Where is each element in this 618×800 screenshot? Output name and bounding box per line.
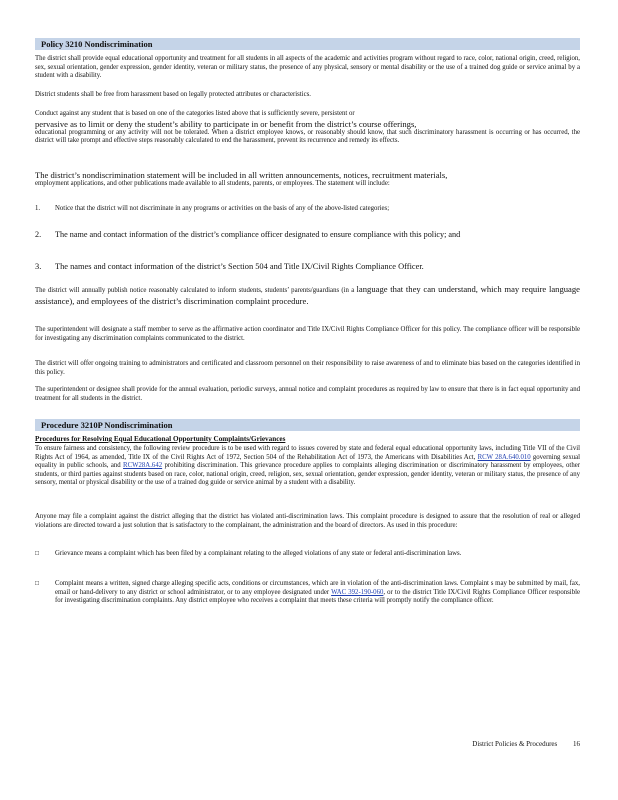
footer-title: District Policies & Procedures [472, 740, 558, 748]
policy-paragraph-5-line-1: The district will annually publish notice reasonably calculated to inform students, students’ parents/guardians (in a [35, 287, 355, 294]
link-wac-392-190-060[interactable]: WAC 392-190-060 [331, 588, 384, 596]
policy-paragraph-4-rest: employment applications, and other publications made available to all students, parents, or employees. The statement will include: [35, 180, 390, 187]
page-footer [400, 740, 580, 748]
policy-paragraph-7: The district will offer ongoing training to administrators and certificated and classroom personnel on their responsibility to raise awareness of and to eliminate bias based on the categories identified in this policy. [35, 360, 580, 376]
list-item: 3. The names and contact information of the district’s Section 504 and Title IX/Civil Rights Compliance Officer. [35, 262, 424, 271]
policy-paragraph-2: District students shall be free from harassment based on legally protected attributes or characteristics. [35, 91, 311, 98]
policy-paragraph-1: The district shall provide equal educational opportunity and treatment for all students in all aspects of the academic and activities program without regard to race, color, national origin, creed, religion, sex, sexual orientation, gender expression, gender identity, veteran or military status, the presence of any physical, sensory or mental disability or the use of a trained dog guide or service animal by a student with a disability. [35, 55, 580, 80]
checkbox-bullet-icon: □ [35, 550, 40, 557]
policy-paragraph-6: The superintendent will designate a staff member to serve as the affirmative action coordinator and Title IX/Civil Rights Compliance Officer for this policy. The compliance officer will be responsible for investigating any discrimination complaints communicated to the district. [35, 326, 580, 342]
policy-paragraph-8: The superintendent or designee shall provide for the annual evaluation, periodic surveys, annual notice and complaint procedures as required by law to ensure that there is in fact equal opportunity and treatment for all students in the district. [35, 386, 580, 402]
policy-paragraph-4-line-1: The district’s nondiscrimination statement will be included in all written announcements, notices, recruitment materials, [35, 170, 448, 180]
procedure-paragraph-1: To ensure fairness and consistency, the following review procedure is to be used with regard to issues covered by state and federal equal educational opportunity laws, including Title VII of the Civil Rights Act of 1964, as amended, Title IX of the Civil Rights Act of 1972, Section 504 of the Rehabilitation Act of 1973, the Americans with Disabilities Act, RCW 28A.640.010 governing sexual equality in public schools, and RCW28A.642 prohibiting discrimination. This grievance procedure applies to complaints alleging discrimination or discriminatory harassment by employees, other students, or third parties against students based on race, color, national origin, creed, religion, sex, sexual orientation, gender expression, gender identity, veteran or military status, the presence of any sensory, mental or physical disability or the use of a trained dog guide or service animal by a student with a disability. [35, 445, 581, 487]
page-number: 16 [573, 740, 580, 748]
policy-paragraph-3-rest: educational programming or any activity will not be tolerated. When a district employee knows, or reasonably should know, that such discriminatory harassment is occurring or has occurred, the district will take prompt and effective steps reasonably calculated to end the harassment, prevent its recurrence and remedy its effects. [35, 128, 580, 145]
link-rcw-28a-642[interactable]: RCW28A.642 [123, 462, 163, 470]
procedure-subheader: Procedures for Resolving Equal Educational Opportunity Complaints/Grievances [35, 435, 286, 443]
list-item: 2. The name and contact information of the district’s compliance officer designated to ensure compliance with this policy; and [35, 230, 461, 239]
policy-header: Policy 3210 Nondiscrimination [35, 38, 580, 50]
policy-paragraph-5 [35, 284, 580, 307]
definition-complaint: □ Complaint means a written, signed charge alleging specific acts, conditions or circumstances, which are in violation of the anti-discrimination laws. Complaint s may be submitted by mail, fax, email or hand-delivery to any district or school administrator, or to any employee designated under WAC 392-190-060, or to the district Title IX/Civil Rights Compliance Officer responsible for investigating discrimination complaints. Any district employee who receives a complaint that meets these criteria will promptly notify the compliance officer. [35, 580, 580, 605]
link-rcw-28a-640-010[interactable]: RCW 28A.640.010 [477, 453, 531, 461]
policy-paragraph-3-line-2: pervasive as to limit or deny the student’s ability to participate in or benefit from the district’s course offerings, [35, 118, 417, 129]
list-item: 1. Notice that the district will not discriminate in any programs or activities on the basis of any of the above-listed categories; [35, 205, 390, 212]
policy-paragraph-3 [35, 110, 580, 146]
checkbox-bullet-icon: □ [35, 580, 40, 587]
policy-paragraph-3-line-1: Conduct against any student that is based on one of the categories listed above that is sufficiently severe, persistent or [35, 110, 355, 117]
procedure-header: Procedure 3210P Nondiscrimination [35, 419, 580, 431]
procedure-paragraph-2: Anyone may file a complaint against the district alleging that the district has violated anti-discrimination laws. This complaint procedure is designed to assure that the resolution of real or alleged violations are directed toward a just solution that is satisfactory to the complainant, the administration and the board of directors. As used in this procedure: [35, 513, 580, 529]
policy-paragraph-5-rest: language that they can understand, which may require language assistance), and employees of the district’s discrimination complaint procedure. [35, 284, 580, 306]
policy-paragraph-4 [35, 170, 580, 189]
definition-grievance: □ Grievance means a complaint which has been filed by a complainant relating to the alleged violations of any state or federal anti-discrimination laws. [35, 550, 462, 557]
